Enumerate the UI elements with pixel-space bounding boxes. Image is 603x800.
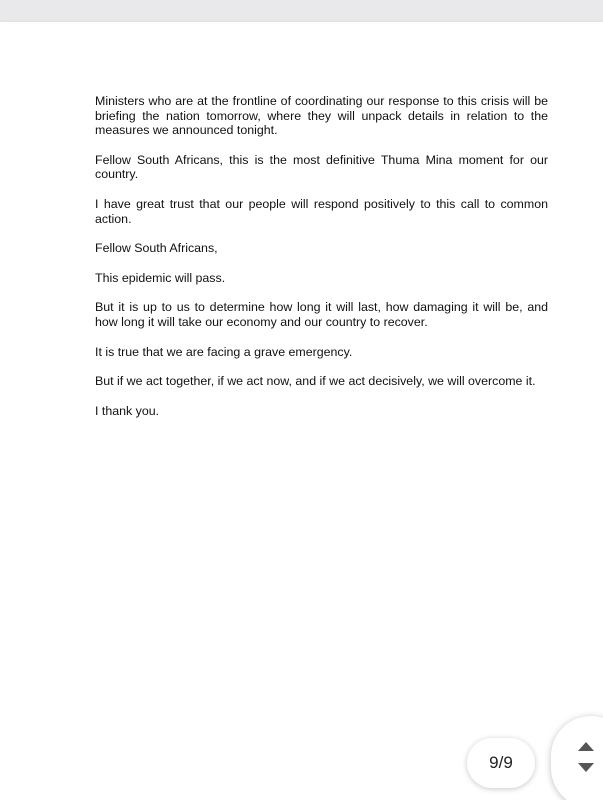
arrow-up-icon[interactable] [578,742,594,751]
paragraph: Ministers who are at the frontline of coordinating our response to this crisis will be briefing the nation tomorrow, where they will unpack details in relation to the measures we announced tonight. [95,94,548,138]
previous-page-edge [0,0,603,10]
paragraph: Fellow South Africans, [95,241,218,256]
paragraph: I thank you. [95,403,160,418]
paragraph: This epidemic will pass. [95,270,226,285]
document-page [0,22,603,800]
page-indicator[interactable] [467,738,535,788]
paragraph: But if we act together, if we act now, and if we act decisively, we will overcome it. [95,374,536,389]
page-text-content [95,94,548,433]
paragraph: It is true that we are facing a grave emergency. [95,344,353,359]
paragraph: I have great trust that our people will respond positively to this call to common action. [95,196,548,226]
paragraph: But it is up to us to determine how long it will last, how damaging it will be, and how long it will take our economy and our country to recover. [95,300,548,329]
arrow-down-icon[interactable] [578,763,594,772]
paragraph: Fellow South Africans, this is the most definitive Thuma Mina moment for our country. [95,152,548,182]
page-indicator-label: 9/9 [489,753,513,772]
